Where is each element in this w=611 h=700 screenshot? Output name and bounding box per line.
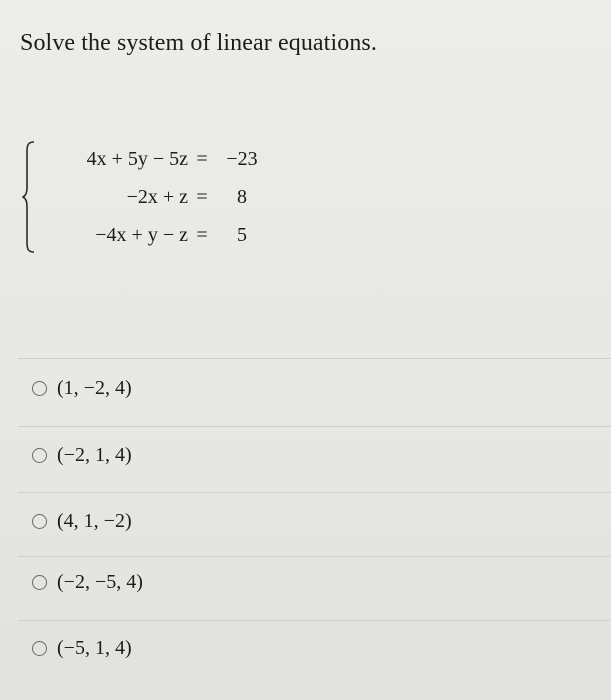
- answer-option-label: (−2, −5, 4): [57, 570, 143, 593]
- question-title: Solve the system of linear equations.: [20, 30, 377, 56]
- answer-option-label: (4, 1, −2): [57, 509, 132, 532]
- answer-option[interactable]: [32, 633, 132, 663]
- radio-button-icon[interactable]: [32, 514, 47, 529]
- answer-option[interactable]: [32, 567, 143, 597]
- answer-option-label: (−2, 1, 4): [57, 443, 132, 466]
- equals-sign: =: [196, 224, 208, 246]
- radio-button-icon[interactable]: [32, 641, 47, 656]
- equation-rhs: 8: [237, 186, 247, 208]
- answer-option-label: (1, −2, 4): [57, 376, 132, 399]
- equation-rhs: −23: [226, 148, 258, 170]
- equation-lhs: −2x + z: [126, 186, 188, 208]
- answer-option-label: (−5, 1, 4): [57, 636, 132, 659]
- equals-sign: =: [196, 186, 208, 208]
- radio-button-icon[interactable]: [32, 575, 47, 590]
- answer-option[interactable]: [32, 506, 132, 536]
- equation-rhs: 5: [237, 224, 247, 246]
- answer-option[interactable]: [32, 373, 132, 403]
- equation-lhs: 4x + 5y − 5z: [86, 148, 188, 170]
- radio-button-icon[interactable]: [32, 448, 47, 463]
- equals-sign: =: [196, 148, 208, 170]
- radio-button-icon[interactable]: [32, 381, 47, 396]
- answer-option[interactable]: [32, 440, 132, 470]
- equation-lhs: −4x + y − z: [95, 224, 188, 246]
